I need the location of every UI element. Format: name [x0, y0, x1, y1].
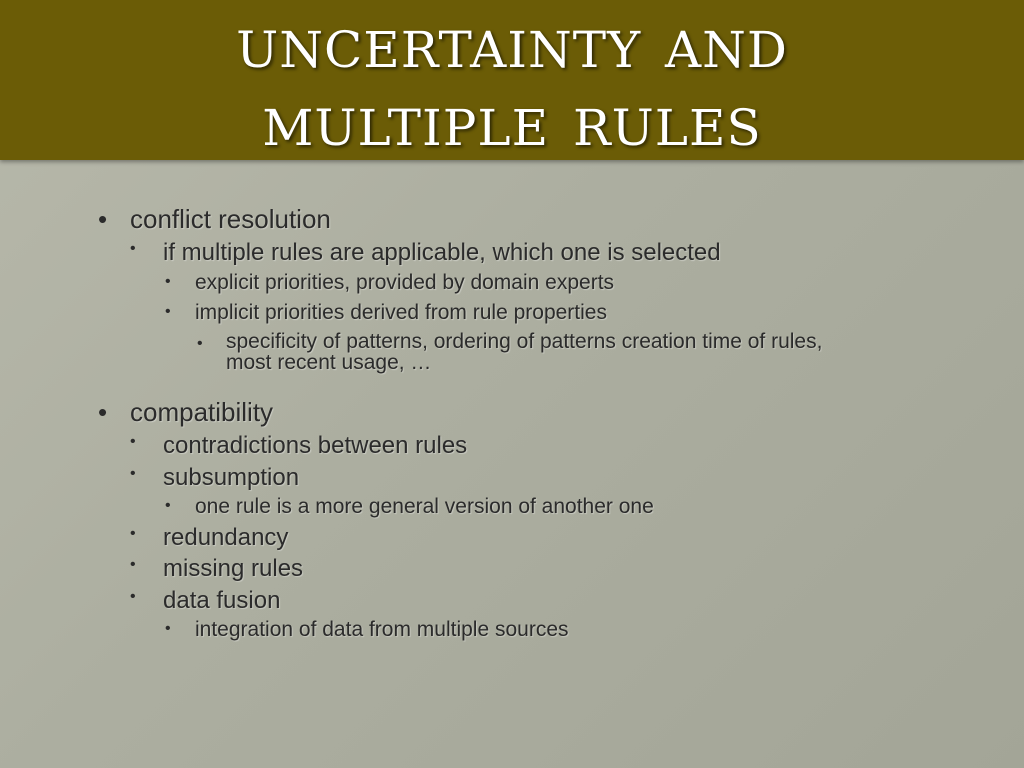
bullet-icon: • [130, 588, 136, 605]
bullet-icon: • [130, 240, 136, 257]
bullet-icon: • [130, 433, 136, 450]
bullet-subsumption: subsumption [163, 464, 300, 491]
bullet-specificity-line-2: most recent usage, … [226, 351, 432, 374]
bullet-icon: • [165, 273, 171, 290]
bullet-general-version: one rule is a more general version of another one [195, 495, 654, 518]
slide-title-line-1: uncertainty and [236, 0, 788, 84]
slide-title-line-2: multiple rules [262, 78, 762, 162]
bullet-redundancy: redundancy [163, 524, 289, 551]
bullet-compatibility: compatibility [130, 397, 274, 427]
bullet-contradictions: contradictions between rules [163, 432, 468, 459]
bullet-icon: • [98, 204, 108, 234]
bullet-icon: • [165, 620, 171, 637]
bullet-specificity-line-1: specificity of patterns, ordering of patterns creation time of rules, [226, 330, 823, 353]
bullet-icon: • [130, 525, 136, 542]
bullet-explicit-priorities: explicit priorities, provided by domain experts [195, 271, 615, 294]
bullet-implicit-priorities: implicit priorities derived from rule properties [195, 301, 607, 324]
bullet-icon: • [98, 397, 108, 427]
bullet-conflict-resolution: conflict resolution [130, 204, 331, 234]
bullet-icon: • [197, 335, 203, 352]
bullet-icon: • [130, 556, 136, 573]
bullet-multiple-rules-applicable: if multiple rules are applicable, which one is selected [163, 239, 721, 266]
bullet-icon: • [165, 303, 171, 320]
bullet-missing-rules: missing rules [163, 555, 304, 582]
bullet-icon: • [165, 497, 171, 514]
bullet-data-fusion: data fusion [163, 587, 281, 614]
bullet-integration: integration of data from multiple sources [195, 618, 569, 641]
bullet-icon: • [130, 465, 136, 482]
